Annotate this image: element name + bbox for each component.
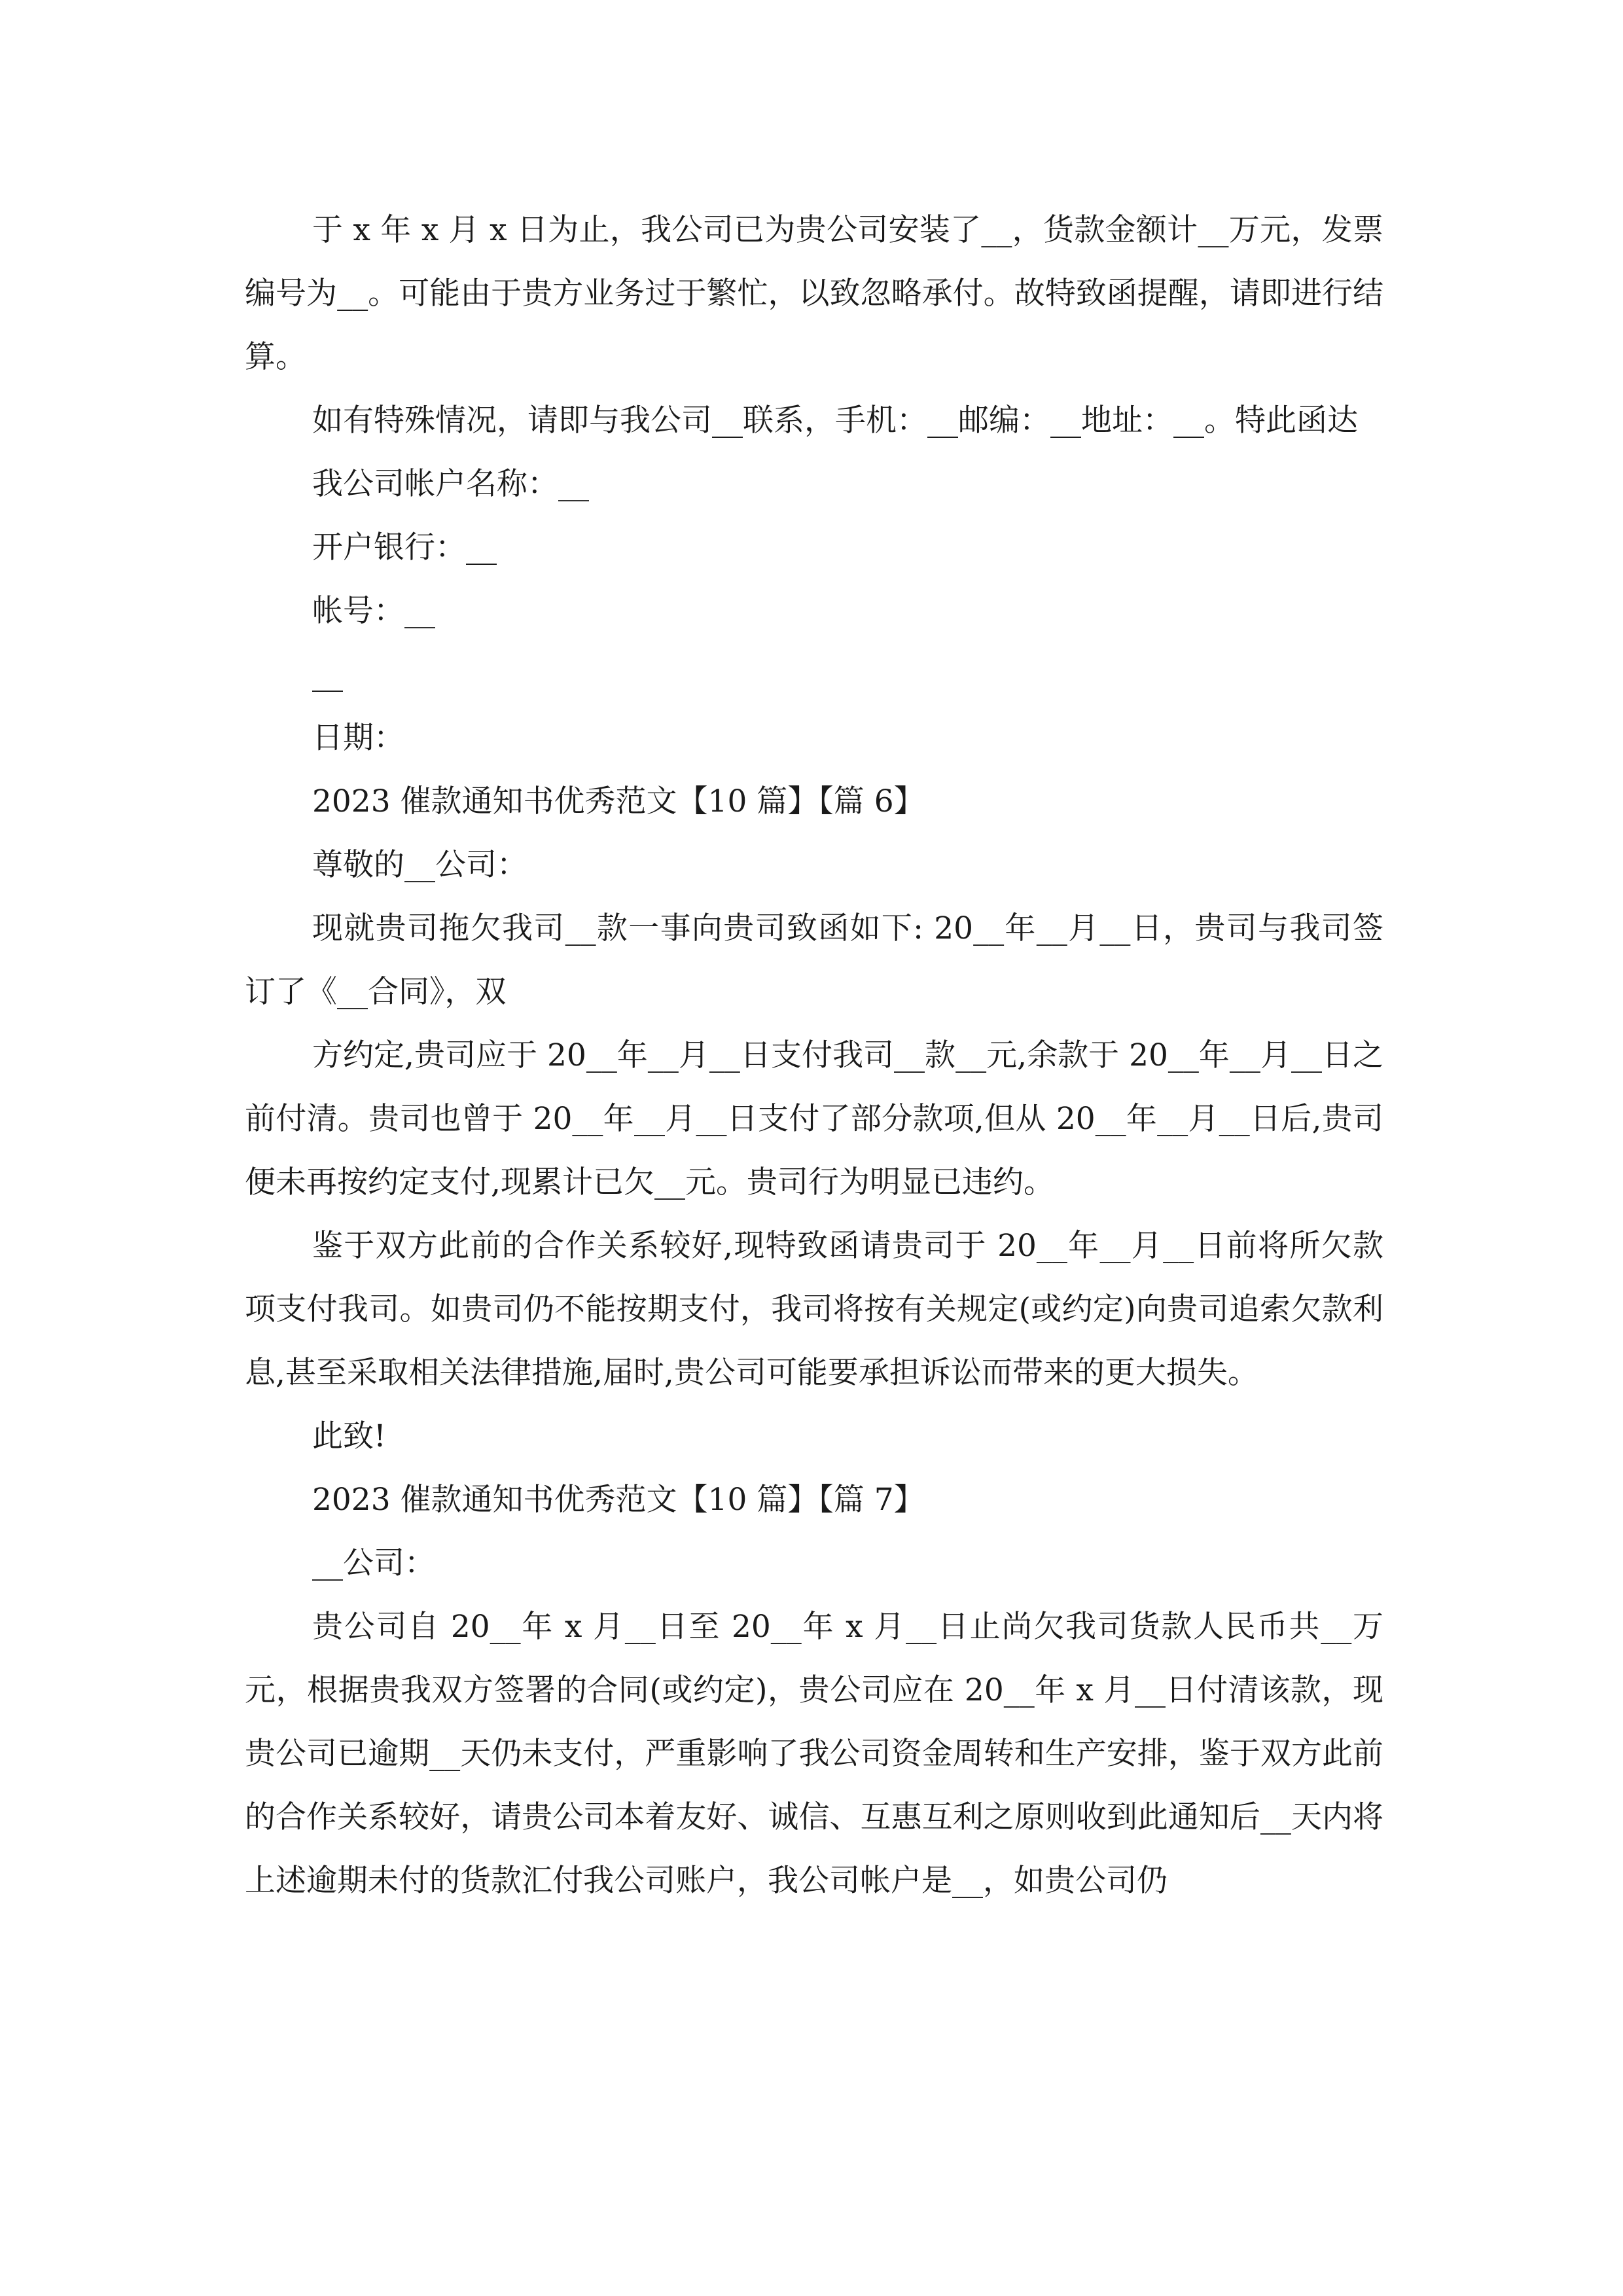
paragraph-overdue-notice: 贵公司自 20__年 x 月__日至 20__年 x 月__日止尚欠我司货款人民币共__万元，根据贵我双方签署的合同(或约定)，贵公司应在 20__年 x 月__日付清该款，现贵公司已逾期__天仍未支付，严重影响了我公司资金周转和生产安排，鉴于双方此前的合作关系较好，请贵公司本着友好、诚信、互惠互利之原则收到此通知后__天内将上述逾期未付的货款汇付我公司账户，我公司帐户是__，如贵公司仍 [245,1609,1383,1899]
paragraph-payment-terms: 方约定,贵司应于 20__年__月__日支付我司__款__元,余款于 20__年__月__日之前付清。贵司也曾于 20__年__月__日支付了部分款项,但从 20__年__月__日后,贵司便未再按约定支付,现累计已欠__元。贵司行为明显已违约。 [245,1037,1383,1200]
paragraph-signature-blank: __ [312,656,343,692]
section-heading-6: 2023 催款通知书优秀范文【10 篇】【篇 6】 [312,783,925,819]
paragraph-contact-info: 如有特殊情况，请即与我公司__联系，手机：__邮编：__地址：__。特此函达 [312,403,1358,439]
paragraph-payment-request: 鉴于双方此前的合作关系较好,现特致函请贵司于 20__年__月__日前将所欠款项支付我司。如贵司仍不能按期支付，我司将按有关规定(或约定)向贵司追索欠款利息,甚至采取相关法律措施,届时,贵公司可能要承担诉讼而带来的更大损失。 [245,1228,1383,1391]
paragraph-salutation-6: 尊敬的__公司： [312,847,527,883]
paragraph-closing-6: 此致! [312,1418,386,1454]
paragraph-contract-intro: 现就贵司拖欠我司__款一事向贵司致函如下: 20__年__月__日，贵司与我司签订了《__合同》，双 [245,910,1383,1010]
paragraph-settlement-reminder: 于 x 年 x 月 x 日为止，我公司已为贵公司安装了__，货款金额计__万元，发票编号为__。可能由于贵方业务过于繁忙，以致忽略承付。故特致函提醒，请即进行结算。 [245,212,1383,375]
paragraph-account-name: 我公司帐户名称：__ [312,466,589,502]
paragraph-date: 日期： [312,720,404,756]
paragraph-salutation-7: __公司： [312,1545,435,1581]
document-body [245,198,1383,1912]
paragraph-bank: 开户银行：__ [312,529,497,565]
section-heading-7: 2023 催款通知书优秀范文【10 篇】【篇 7】 [312,1482,925,1518]
paragraph-account-number: 帐号：__ [312,593,435,629]
